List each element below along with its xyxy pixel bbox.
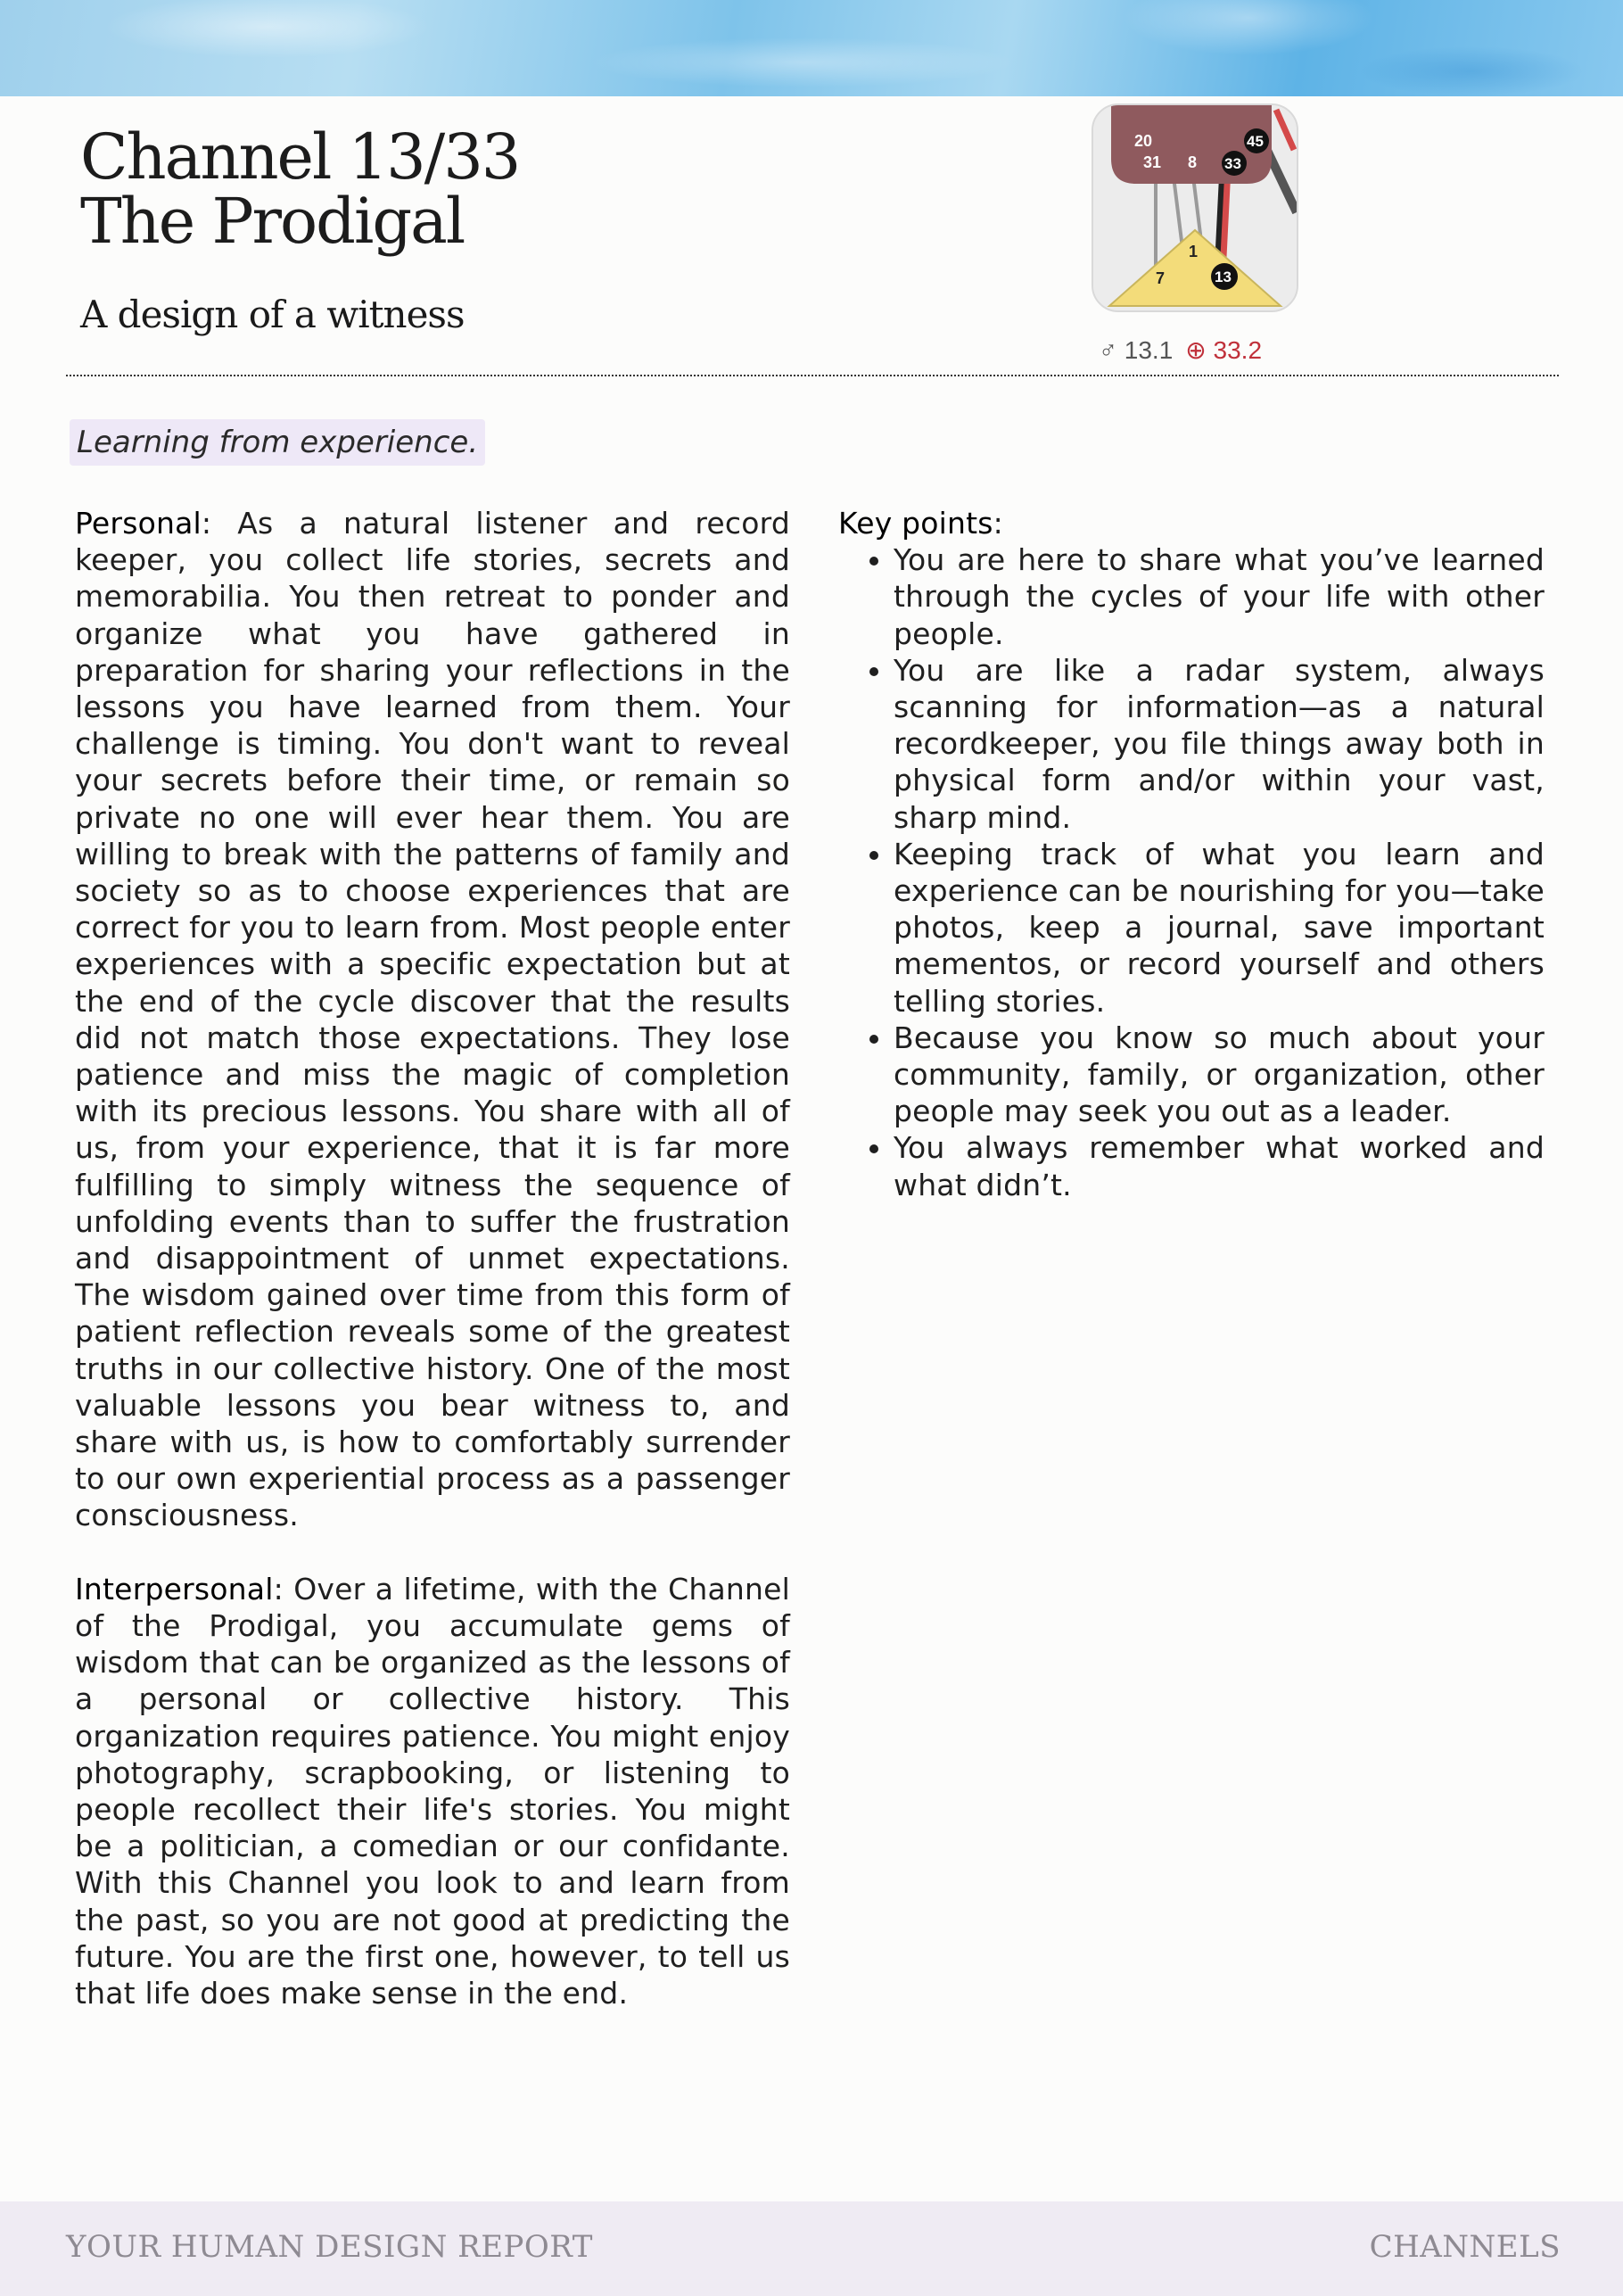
key-point-item: • You are here to share what you’ve learned through the cycles of your life with other people. bbox=[894, 541, 1545, 652]
page-title bbox=[80, 120, 520, 258]
description-column bbox=[75, 505, 790, 2048]
header-banner bbox=[0, 0, 1623, 96]
gate-label: 13 bbox=[1215, 268, 1232, 285]
title-line-channel: Channel 13/33 bbox=[80, 120, 520, 194]
bodygraph-svg bbox=[1093, 105, 1297, 310]
key-points-list bbox=[838, 541, 1545, 1203]
tagline: Learning from experience. bbox=[70, 419, 485, 466]
bodygraph-caption bbox=[1099, 335, 1262, 365]
gate-label: 1 bbox=[1189, 243, 1199, 260]
interpersonal-label: Interpersonal bbox=[75, 1571, 274, 1606]
gate-label: 8 bbox=[1188, 153, 1198, 171]
key-points-column bbox=[838, 505, 1545, 1203]
personality-gate-caption: ♂ 13.1 bbox=[1099, 336, 1174, 364]
gate-label: 33 bbox=[1224, 155, 1241, 172]
gate-label: 31 bbox=[1143, 153, 1162, 171]
key-point-item: • Because you know so much about your community, family, or organization, other people may seek you out as a leader. bbox=[894, 1020, 1545, 1130]
header-divider bbox=[66, 375, 1559, 376]
design-gate-caption: ⊕ 33.2 bbox=[1185, 336, 1263, 364]
personal-text: : As a natural listener and record keeper, you collect life stories, secrets and memorabilia. You then retreat to ponder and organize what you have gathered in preparation for sharing your reflections in the lessons you have learned from them. Your challenge is timing. You don't want to reveal your secrets before their time, or remain so private no one will ever hear them. You are willing to break with the patterns of family and society so as to choose experiences that are correct for you to learn from. Most people enter experiences with a specific expectation but at the end of the cycle discover that the results did not match those expectations. They lose patience and miss the magic of completion with its precious lessons. You share with all of us, from your experience, that it is far more fulfilling to simply witness the sequence of unfolding events than to suffer the frustration and disappointment of unmet expectations. The wisdom gained over time from this form of patient reflection reveals some of the greatest truths in our collective history. One of the most valuable lessons you bear witness to, and share with us, is how to comfortably surrender to our own experiential process as a passenger consciousness. bbox=[75, 506, 790, 1533]
key-points-heading bbox=[838, 505, 1545, 541]
bodygraph-thumbnail bbox=[1092, 103, 1298, 312]
page-subtitle: A design of a witness bbox=[80, 293, 465, 336]
title-line-name: The Prodigal bbox=[80, 185, 465, 258]
gate-label: 7 bbox=[1156, 269, 1166, 287]
key-point-item: • Keeping track of what you learn and experience can be nourishing for you—take photos, keep a journal, save important mementos, or record yourself and others telling stories. bbox=[894, 836, 1545, 1020]
personal-paragraph bbox=[75, 505, 790, 1534]
gate-label: 45 bbox=[1247, 133, 1264, 150]
interpersonal-paragraph bbox=[75, 1571, 790, 2011]
gate-label: 20 bbox=[1134, 132, 1153, 150]
key-point-item: • You always remember what worked and what didn’t. bbox=[894, 1129, 1545, 1202]
personal-label: Personal bbox=[75, 506, 202, 541]
key-points-label: Key points bbox=[838, 506, 993, 541]
footer-section-name: CHANNELS bbox=[1369, 2229, 1561, 2265]
interpersonal-text: : Over a lifetime, with the Channel of the Prodigal, you accumulate gems of wisdom that can be organized as the lessons of a personal or collective history. This organization requires patience. You might enjoy photography, scrapbooking, or listening to people recollect their life's stories. You might be a politician, a comedian or our confidante. With this Channel you look to and learn from the past, so you are not good at predicting the future. You are the first one, however, to tell us that life does make sense in the end. bbox=[75, 1571, 790, 2011]
footer-report-title: YOUR HUMAN DESIGN REPORT bbox=[66, 2229, 593, 2265]
key-points-colon: : bbox=[993, 506, 1003, 541]
key-point-item: • You are like a radar system, always scanning for information—as a natural recordkeeper, you file things away both in physical form and/or within your vast, sharp mind. bbox=[894, 652, 1545, 836]
